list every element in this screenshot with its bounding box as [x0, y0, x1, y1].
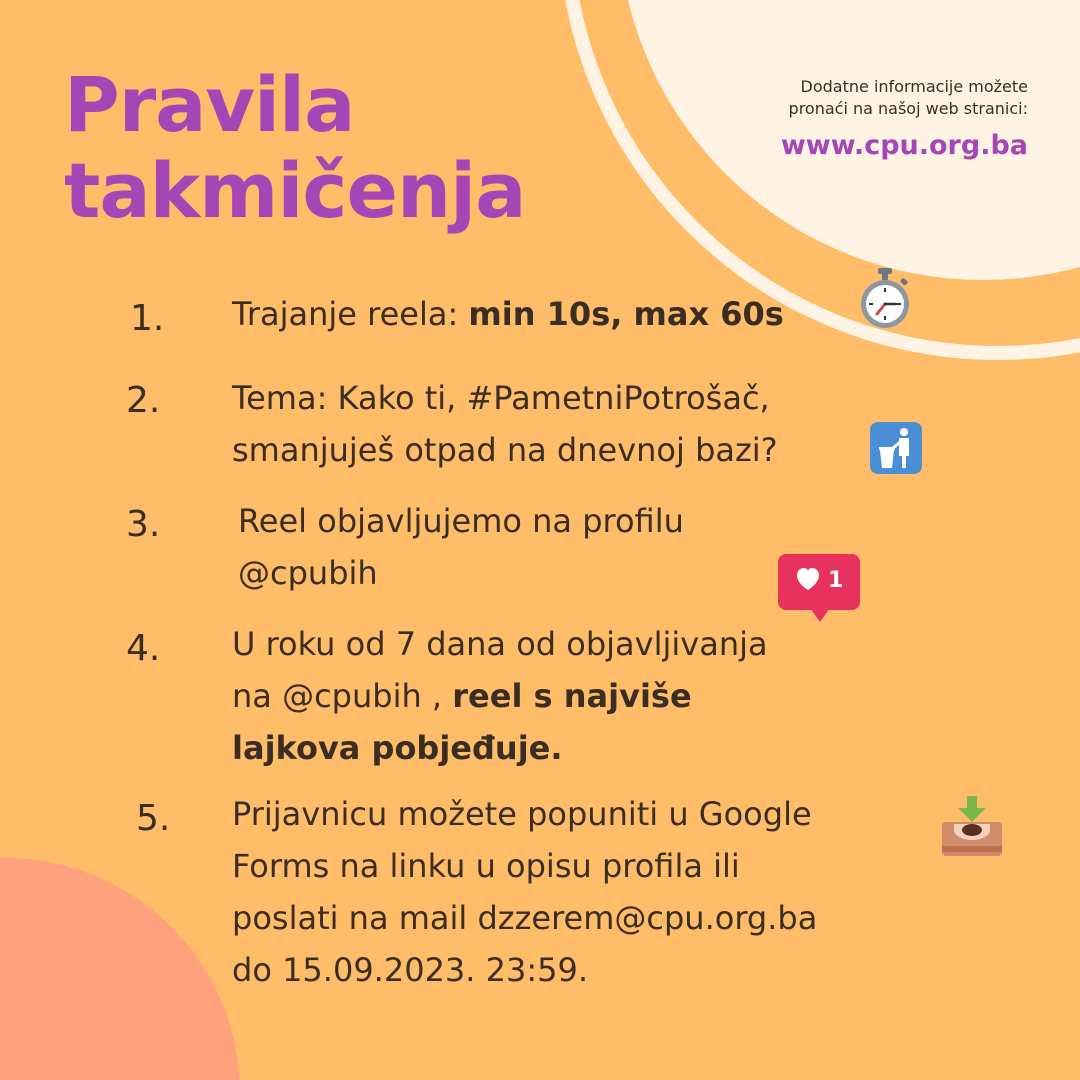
rule-4-line-2: na @cpubih ,	[232, 677, 453, 715]
info-line-2: pronaći na našoj web stranici:	[788, 99, 1028, 118]
rule-2-line-1: Tema: Kako ti, #PametniPotrošač,	[232, 379, 770, 417]
rule-5-text	[232, 788, 817, 996]
info-text	[789, 76, 1028, 120]
page-title	[64, 62, 525, 234]
rule-5-line-2: Forms na linku u opisu profila ili	[232, 847, 740, 885]
website-link[interactable]: www.cpu.org.ba	[780, 130, 1028, 161]
rule-1-bold: min 10s, max 60s	[468, 295, 784, 333]
info-line-1: Dodatne informacije možete	[800, 77, 1028, 96]
rule-3-text	[238, 495, 684, 599]
title-line-2: takmičenja	[64, 146, 526, 235]
rule-1-number: 1.	[130, 298, 165, 339]
rule-3-number: 3.	[126, 504, 161, 545]
rule-1-label: Trajanje reela:	[232, 295, 469, 333]
rule-3-line-2: @cpubih	[238, 554, 378, 592]
rule-1-text	[232, 288, 784, 340]
decorative-circle-bottom-left	[0, 858, 240, 1080]
rule-5-line-3: poslati na mail dzzerem@cpu.org.ba	[232, 899, 818, 937]
rule-5-number: 5.	[136, 798, 171, 839]
download-tray-icon	[940, 794, 1004, 860]
rule-2-text	[232, 372, 778, 476]
rule-2-number: 2.	[126, 380, 161, 421]
litter-bin-icon	[870, 422, 922, 474]
like-count: 1	[828, 568, 844, 593]
rule-5-line-1: Prijavnicu možete popuniti u Google	[232, 795, 812, 833]
rule-4-line-2-bold: reel s najviše	[452, 677, 692, 715]
rule-4-text	[232, 618, 768, 774]
like-notification-icon	[778, 554, 860, 626]
rule-4-line-1: U roku od 7 dana od objavljivanja	[232, 625, 768, 663]
rule-3-line-1: Reel objavljujemo na profilu	[238, 502, 684, 540]
rule-4-line-3-bold: lajkova pobjeđuje.	[232, 729, 563, 767]
rule-2-line-2: smanjuješ otpad na dnevnoj bazi?	[232, 431, 778, 469]
rule-5-line-4: do 15.09.2023. 23:59.	[232, 951, 589, 989]
title-line-1: Pravila	[64, 60, 355, 149]
rule-4-number: 4.	[126, 628, 161, 669]
stopwatch-icon	[856, 266, 914, 330]
